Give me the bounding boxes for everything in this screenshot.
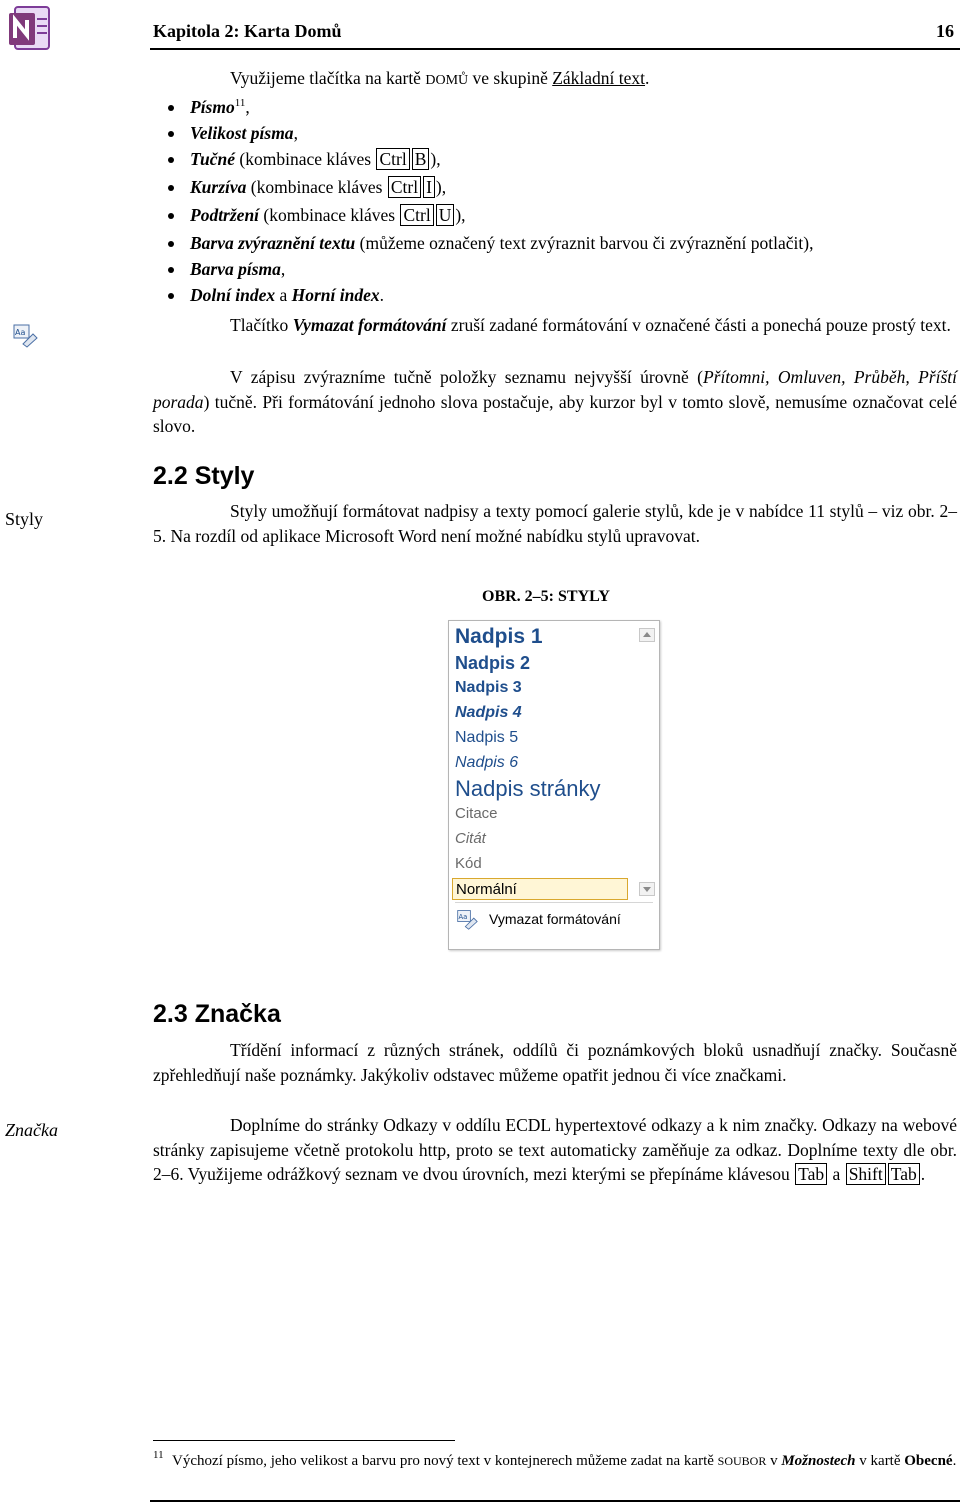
style-kod[interactable]: Kód xyxy=(455,855,482,872)
margin-note-styly: Styly xyxy=(5,509,44,529)
key-u: U xyxy=(436,204,455,226)
page-number: 16 xyxy=(936,21,954,41)
list-item: Velikost písma, xyxy=(190,123,298,143)
list-item: Barva písma, xyxy=(190,259,286,279)
list-item: Tučné (kombinace kláves Ctrl B ), xyxy=(190,149,441,169)
list-item: Kurzíva (kombinace kláves Ctrl I ), xyxy=(190,177,447,197)
list-item: Barva zvýraznění textu (můžeme označený text zvýraznit barvou či zvýraznění potlačit), xyxy=(190,233,814,253)
style-nadpis-6[interactable]: Nadpis 6 xyxy=(455,754,519,771)
paragraph-tags: Třídění informací z různých stránek, oddílů či poznámkových bloků usnadňují značky. Současně zpřehledňují naše poznámky. Jakýkoliv odstavec můžeme opatřit jednou či více značkami. xyxy=(153,1040,957,1085)
style-nadpis-3[interactable]: Nadpis 3 xyxy=(455,679,522,696)
footnote-rule xyxy=(153,1440,455,1441)
footnote-number: 11 xyxy=(153,1449,164,1461)
style-nadpis-4[interactable]: Nadpis 4 xyxy=(455,704,522,721)
clear-formatting-icon xyxy=(12,322,38,348)
style-citat[interactable]: Citát xyxy=(455,830,486,847)
style-nadpis-1[interactable]: Nadpis 1 xyxy=(455,625,543,648)
chapter-title: Kapitola 2: Karta Domů xyxy=(153,21,342,41)
footnote-text: Výchozí písmo, jeho velikost a barvu pro nový text v kontejnerech můžeme zadat na kartě SOUBOR v Možnostech v kartě Obecné. xyxy=(172,1453,957,1469)
list-item: Podtržení (kombinace kláves Ctrl U ), xyxy=(190,205,466,225)
scroll-up-icon[interactable] xyxy=(639,628,655,642)
list-item: Dolní index a Horní index. xyxy=(190,285,385,305)
margin-note-znacka: Značka xyxy=(5,1120,58,1140)
clear-formatting-label: Vymazat formátování xyxy=(489,911,621,927)
paragraph-bold-items: V zápisu zvýrazníme tučně položky seznamu nejvyšší úrovně (Přítomni, Omluven, Průběh, Příští porada) tučně. Při formátování jednoho slova postačuje, aby kurzor byl v tomto slově, nemusíme označovat celé slovo. xyxy=(153,367,957,436)
paragraph-styles: Styly umožňují formátovat nadpisy a texty pomocí galerie stylů, kde je v nabídce 11 stylů – viz obr. 2–5. Na rozdíl od aplikace Microsoft Word není možné nabídku stylů upravovat. xyxy=(153,501,957,546)
paragraph-clear-formatting: Tlačítko Vymazat formátování zruší zadané formátování v označené části a ponechá pouze prostý text. xyxy=(230,315,951,335)
key-ctrl: Ctrl xyxy=(388,176,421,198)
key-tab: Tab xyxy=(888,1163,920,1185)
key-shift: Shift xyxy=(846,1163,886,1185)
onenote-logo-icon xyxy=(7,5,53,53)
style-nadpis-5[interactable]: Nadpis 5 xyxy=(455,729,519,746)
key-tab: Tab xyxy=(795,1163,827,1185)
section-heading-styly: 2.2 Styly xyxy=(153,462,255,490)
style-nadpis-2[interactable]: Nadpis 2 xyxy=(455,653,531,673)
svg-text:Aa: Aa xyxy=(458,913,468,921)
key-b: B xyxy=(412,148,430,170)
clear-formatting-command[interactable] xyxy=(455,908,621,930)
key-i: I xyxy=(423,176,435,198)
style-citace[interactable]: Citace xyxy=(455,805,498,822)
key-ctrl: Ctrl xyxy=(376,148,409,170)
list-item: Písmo$^{11}$, xyxy=(190,97,250,117)
paragraph-links: Doplníme do stránky Odkazy v oddílu ECDL hypertextové odkazy a k nim značky. Odkazy na webové stránky zapisujeme včetně protokolu http, proto se text automaticky zaměňuje za odkaz. Doplníme texty dle obr. 2–6. Využijeme odrážkový seznam ve dvou úrovních, mezi kterými se přepínáme klávesou Tab a Shift Tab . xyxy=(153,1115,957,1184)
header-rule xyxy=(150,48,960,50)
style-nadpis-stranky[interactable]: Nadpis stránky xyxy=(455,776,601,801)
footer-rule xyxy=(150,1500,960,1502)
gallery-divider xyxy=(455,902,653,903)
scroll-down-icon[interactable] xyxy=(639,882,655,896)
clear-formatting-icon xyxy=(455,908,479,930)
styles-gallery xyxy=(448,620,660,950)
svg-text:Aa: Aa xyxy=(15,328,26,337)
section-heading-znacka: 2.3 Značka xyxy=(153,1000,281,1028)
figure-caption: OBR. 2–5: STYLY xyxy=(482,588,610,605)
key-ctrl: Ctrl xyxy=(400,204,433,226)
gallery-scrollbar[interactable] xyxy=(639,628,656,900)
style-normalni-selected[interactable]: Normální xyxy=(452,878,628,900)
intro-line: Využijeme tlačítka na kartě DOMŮ ve skupině Základní text. xyxy=(230,68,650,88)
